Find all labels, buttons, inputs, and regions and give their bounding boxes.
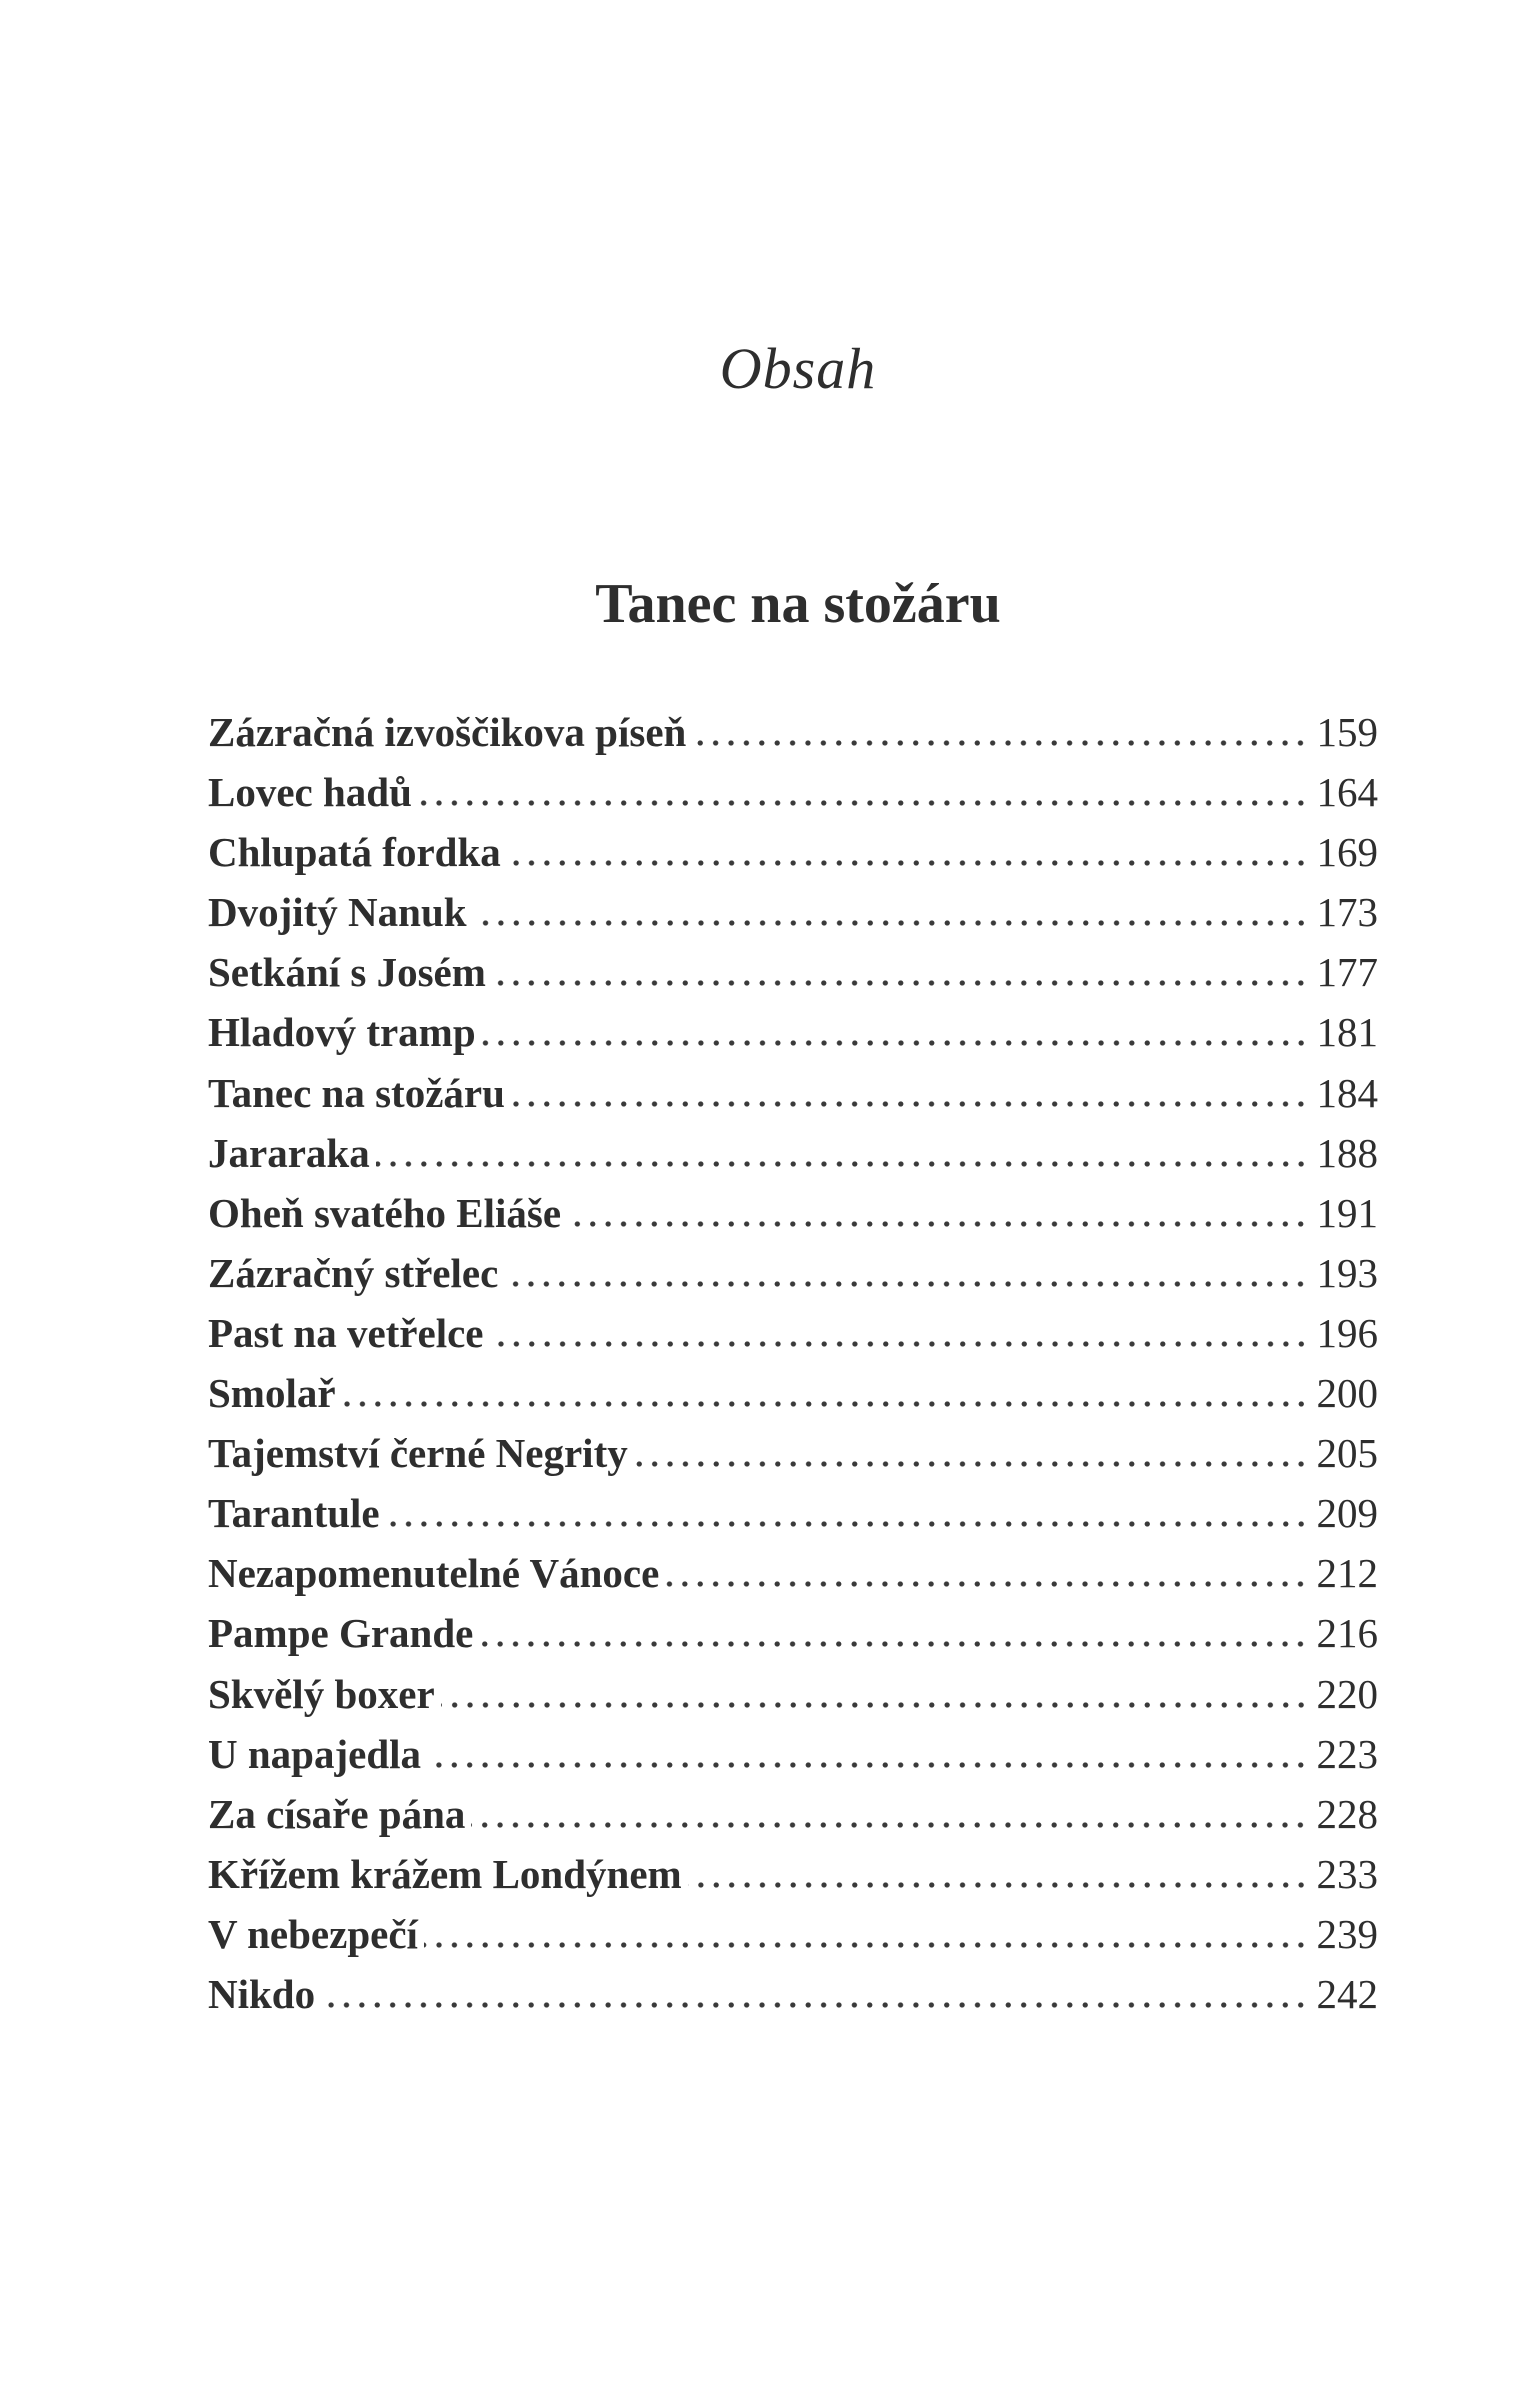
toc-entry xyxy=(208,768,1378,828)
toc-entry xyxy=(208,708,1378,768)
dot-leader xyxy=(688,1882,1309,1888)
toc-entry xyxy=(208,1489,1378,1549)
toc-entry xyxy=(208,948,1378,1008)
toc-entry-title: Tajemství černé Negrity xyxy=(208,1430,628,1477)
dot-leader xyxy=(473,920,1309,926)
toc-entry-page: 196 xyxy=(1316,1309,1378,1356)
toc-entry-page: 205 xyxy=(1316,1430,1378,1477)
dot-leader xyxy=(482,1040,1309,1046)
toc-entry xyxy=(208,1069,1378,1129)
toc-entry-page: 220 xyxy=(1316,1670,1378,1717)
toc-entry-title: Skvělý boxer xyxy=(208,1670,435,1717)
toc-entry-title: Jararaka xyxy=(208,1129,370,1176)
toc-entry xyxy=(208,1129,1378,1189)
toc-entry xyxy=(208,1910,1378,1970)
toc-entry xyxy=(208,1549,1378,1609)
dot-leader xyxy=(386,1521,1309,1527)
toc-entry-page: 239 xyxy=(1316,1910,1378,1957)
toc-entry-title: U napajedla xyxy=(208,1730,422,1777)
toc-entry-title: Hladový tramp xyxy=(208,1009,476,1056)
toc-entry-title: Zázračná izvoščikova píseň xyxy=(208,709,687,755)
dot-leader xyxy=(342,1401,1309,1407)
toc-entry xyxy=(208,888,1378,948)
page-title: Obsah xyxy=(719,336,877,401)
toc-entry-title: Dvojitý Nanuk xyxy=(208,889,467,936)
table-of-contents xyxy=(208,708,1378,2030)
toc-entry-page: 216 xyxy=(1316,1610,1378,1657)
toc-entry-page: 188 xyxy=(1316,1129,1378,1176)
dot-leader xyxy=(507,860,1309,866)
toc-entry-page: 209 xyxy=(1316,1490,1378,1537)
dot-leader xyxy=(427,1762,1308,1768)
toc-entry-title: Tanec na stožáru xyxy=(208,1069,505,1116)
dot-leader xyxy=(504,1281,1308,1287)
dot-leader xyxy=(634,1461,1309,1467)
toc-entry xyxy=(208,1730,1378,1790)
toc-entry-title: V nebezpečí xyxy=(208,1910,418,1957)
toc-entry xyxy=(208,1369,1378,1429)
dot-leader xyxy=(567,1221,1308,1227)
toc-entry-page: 184 xyxy=(1316,1069,1378,1116)
dot-leader xyxy=(511,1101,1309,1107)
dot-leader xyxy=(665,1581,1308,1587)
toc-entry-title: Chlupatá fordka xyxy=(208,829,501,876)
toc-entry-page: 173 xyxy=(1316,889,1378,936)
toc-entry-page: 228 xyxy=(1316,1790,1378,1837)
toc-entry-title: Křížem krážem Londýnem xyxy=(208,1850,682,1897)
toc-entry-title: Zázračný střelec xyxy=(208,1249,499,1296)
toc-entry-page: 200 xyxy=(1316,1370,1378,1417)
toc-entry xyxy=(208,1309,1378,1369)
dot-leader xyxy=(376,1161,1309,1167)
toc-entry xyxy=(208,1970,1378,2030)
dot-leader xyxy=(471,1822,1308,1828)
dot-leader xyxy=(490,1341,1309,1347)
toc-entry xyxy=(208,1189,1378,1249)
toc-entry-title: Lovec hadů xyxy=(208,769,412,816)
toc-entry-page: 169 xyxy=(1316,829,1378,876)
dot-leader xyxy=(479,1641,1308,1647)
dot-leader xyxy=(441,1702,1309,1708)
toc-entry-page: 181 xyxy=(1316,1009,1378,1056)
toc-entry xyxy=(208,1790,1378,1850)
toc-entry-page: 159 xyxy=(1316,709,1378,755)
toc-entry-title: Setkání s Josém xyxy=(208,949,486,996)
toc-entry xyxy=(208,1249,1378,1309)
toc-entry-title: Pampe Grande xyxy=(208,1610,474,1657)
toc-entry-page: 191 xyxy=(1316,1189,1378,1236)
toc-entry-page: 164 xyxy=(1316,769,1378,816)
toc-entry-title: Nezapomenutelné Vánoce xyxy=(208,1550,660,1597)
toc-entry xyxy=(208,1429,1378,1489)
toc-entry-page: 193 xyxy=(1316,1249,1378,1296)
dot-leader xyxy=(321,2002,1308,2008)
toc-entry-title: Oheň svatého Eliáše xyxy=(208,1189,562,1236)
toc-entry-page: 212 xyxy=(1316,1550,1378,1597)
toc-entry xyxy=(208,1670,1378,1730)
toc-entry xyxy=(208,1008,1378,1068)
section-heading: Tanec na stožáru xyxy=(595,573,1001,635)
toc-entry-title: Past na vetřelce xyxy=(208,1309,484,1356)
toc-entry-page: 242 xyxy=(1316,1970,1378,2017)
toc-entry xyxy=(208,1850,1378,1910)
dot-leader xyxy=(692,740,1308,746)
dot-leader xyxy=(492,980,1309,986)
toc-entry-title: Nikdo xyxy=(208,1970,316,2017)
toc-entry-title: Za císaře pána xyxy=(208,1790,466,1837)
toc-entry-title: Tarantule xyxy=(208,1490,380,1537)
toc-entry-page: 177 xyxy=(1316,949,1378,996)
toc-entry-title: Smolař xyxy=(208,1370,336,1417)
toc-entry xyxy=(208,1609,1378,1669)
dot-leader xyxy=(424,1942,1309,1948)
dot-leader xyxy=(418,800,1309,806)
toc-entry xyxy=(208,828,1378,888)
toc-entry-page: 233 xyxy=(1316,1850,1378,1897)
toc-entry-page: 223 xyxy=(1316,1730,1378,1777)
